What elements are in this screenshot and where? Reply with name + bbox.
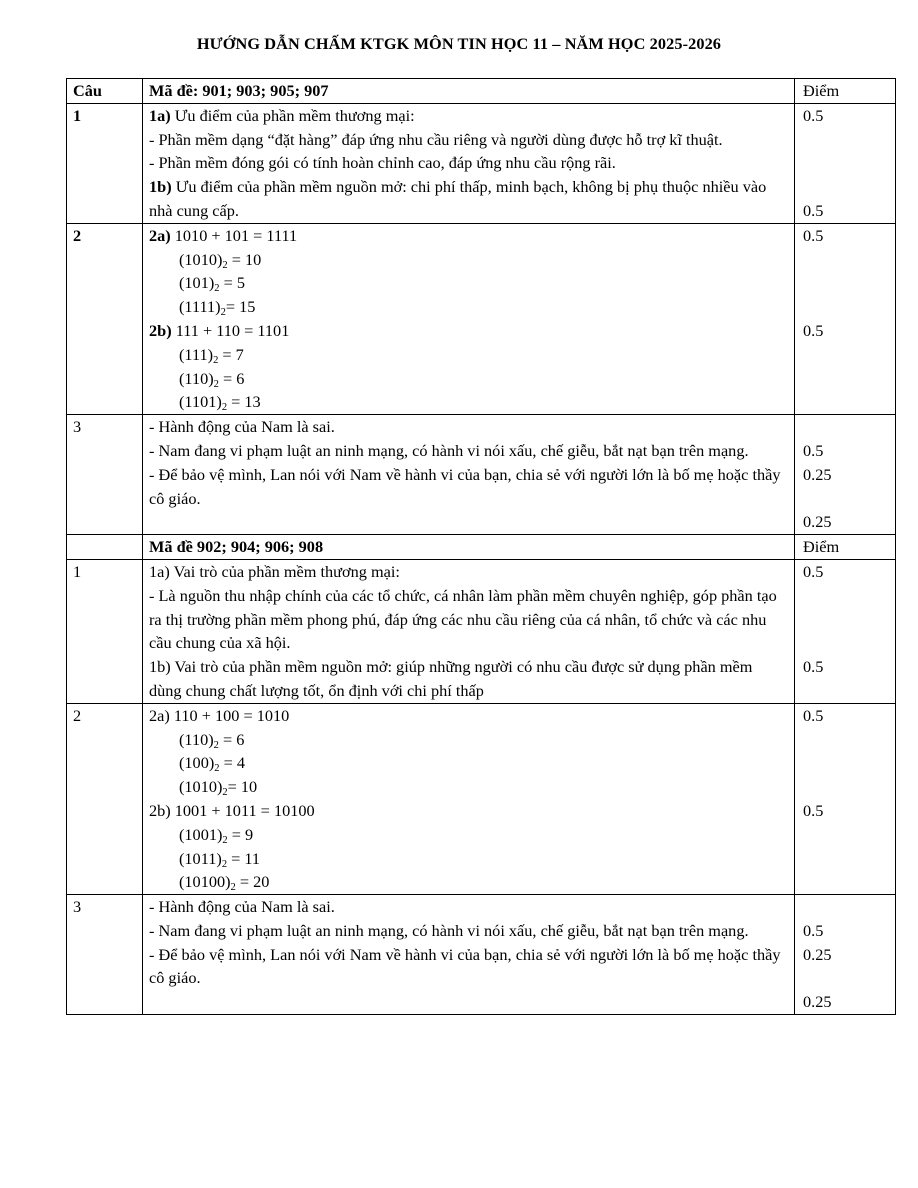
answer-text: 111 + 110 = 1101 <box>171 320 290 340</box>
answer-cell <box>143 895 795 1015</box>
score-value: 0.25 <box>803 512 832 532</box>
score-value: 0.5 <box>803 657 824 677</box>
binary-number: (1011) <box>179 848 222 868</box>
answer-text: 1b) Vai trò của phần mềm nguồn mở: giúp những người có nhu cầu được sử dụng phần mềm dùng chung chất lượng tốt, ổn định với chi phí thấp <box>149 657 753 700</box>
score-cell <box>795 103 896 223</box>
base-subscript: 2 <box>221 858 228 870</box>
table-row <box>67 703 896 894</box>
question-number: 2 <box>67 703 143 894</box>
binary-number: (1010) <box>179 249 223 269</box>
decimal-value: = 9 <box>227 824 254 844</box>
score-value: 0.5 <box>803 440 824 460</box>
answer-cell <box>143 559 795 703</box>
answer-text: - Phần mềm đóng gói có tính hoàn chỉnh cao, đáp ứng nhu cầu rộng rãi. <box>149 153 616 173</box>
label-2b: 2b) <box>149 320 172 340</box>
answer-text: - Là nguồn thu nhập chính của các tổ chức, cá nhân làm phần mềm chuyên nghiệp, góp phần tạo ra thị trường phần mềm phong phú, đáp ứng các nhu cầu riêng của cá nhân, tổ chức và các nhu cầu chung của xã hội. <box>149 585 777 653</box>
score-value: 0.5 <box>803 561 824 581</box>
answer-text: - Hành động của Nam là sai. <box>149 417 335 437</box>
score-cell <box>795 415 896 535</box>
table-row <box>67 895 896 1015</box>
binary-number: (1010) <box>179 777 223 797</box>
header-diem: Điểm <box>795 79 896 104</box>
decimal-value: = 11 <box>227 848 261 868</box>
binary-number: (111) <box>179 344 214 364</box>
answer-text: - Nam đang vi phạm luật an ninh mạng, có hành vi nói xấu, chế giễu, bắt nạt bạn trên mạng. <box>149 920 749 940</box>
answer-text: 2b) 1001 + 1011 = 10100 <box>149 800 315 820</box>
decimal-value: = 7 <box>218 344 244 364</box>
decimal-value: = 5 <box>219 273 245 293</box>
score-value: 0.25 <box>803 944 832 964</box>
decimal-value: = 4 <box>219 753 245 773</box>
question-number: 1 <box>67 559 143 703</box>
binary-number: (1101) <box>179 392 222 412</box>
base-subscript: 2 <box>222 259 228 271</box>
base-subscript: 2 <box>214 283 220 295</box>
question-number: 1 <box>67 103 143 223</box>
question-number: 3 <box>67 895 143 1015</box>
table-row <box>67 559 896 703</box>
base-subscript: 2 <box>222 787 228 799</box>
score-cell <box>795 895 896 1015</box>
binary-number: (100) <box>179 753 215 773</box>
base-subscript: 2 <box>213 378 219 390</box>
score-value: 0.5 <box>803 105 824 125</box>
answer-text: - Để bảo vệ mình, Lan nói với Nam về hành vi của bạn, chia sẻ với người lớn là bố mẹ hoặc thầy cô giáo. <box>149 464 781 508</box>
answer-text: - Để bảo vệ mình, Lan nói với Nam về hành vi của bạn, chia sẻ với người lớn là bố mẹ hoặc thầy cô giáo. <box>149 944 781 988</box>
decimal-value: = 10 <box>227 249 262 269</box>
binary-number: (10100) <box>179 872 231 892</box>
table-header-row <box>67 535 896 560</box>
answer-cell <box>143 415 795 535</box>
label-1b: 1b) <box>149 177 172 197</box>
score-value: 0.5 <box>803 800 824 820</box>
table-row <box>67 415 896 535</box>
answer-cell <box>143 223 795 414</box>
score-cell <box>795 559 896 703</box>
header-ma-de-a: Mã đề: 901; 903; 905; 907 <box>143 79 795 104</box>
binary-number: (110) <box>179 729 214 749</box>
base-subscript: 2 <box>222 834 228 846</box>
question-number: 3 <box>67 415 143 535</box>
decimal-value: = 6 <box>218 729 245 749</box>
score-value: 0.5 <box>803 200 824 220</box>
score-cell <box>795 703 896 894</box>
binary-number: (101) <box>179 273 215 293</box>
table-header-row <box>67 79 896 104</box>
score-value: 0.25 <box>803 464 832 484</box>
label-2a: 2a) <box>149 225 171 245</box>
base-subscript: 2 <box>221 402 228 414</box>
score-value: 0.5 <box>803 705 824 725</box>
score-cell <box>795 223 896 414</box>
answer-text: - Hành động của Nam là sai. <box>149 897 335 917</box>
base-subscript: 2 <box>214 763 220 775</box>
header-cau: Câu <box>67 79 143 104</box>
binary-number: (1001) <box>179 824 223 844</box>
answer-text: - Phần mềm dạng “đặt hàng” đáp ứng nhu cầu riêng và người dùng được hỗ trợ kĩ thuật. <box>149 129 723 149</box>
answer-text: 2a) 110 + 100 = 1010 <box>149 705 290 725</box>
score-value: 0.5 <box>803 225 824 245</box>
page-title: HƯỚNG DẪN CHẤM KTGK MÔN TIN HỌC 11 – NĂM HỌC 2025-2026 <box>196 34 722 53</box>
base-subscript: 2 <box>220 307 226 319</box>
score-value: 0.5 <box>803 320 824 340</box>
base-subscript: 2 <box>213 354 219 366</box>
answer-text: - Nam đang vi phạm luật an ninh mạng, có hành vi nói xấu, chế giễu, bắt nạt bạn trên mạng. <box>149 440 749 460</box>
answer-text: 1a) Vai trò của phần mềm thương mại: <box>149 561 400 581</box>
decimal-value: = 20 <box>235 872 270 892</box>
base-subscript: 2 <box>213 739 219 751</box>
score-value: 0.25 <box>803 992 832 1012</box>
header-ma-de-b: Mã đề 902; 904; 906; 908 <box>143 535 795 560</box>
table-row <box>67 103 896 223</box>
table-row <box>67 223 896 414</box>
answer-cell <box>143 703 795 894</box>
decimal-value: = 13 <box>227 392 261 412</box>
answer-cell <box>143 103 795 223</box>
grading-table <box>66 78 896 1015</box>
decimal-value: = 15 <box>225 297 256 317</box>
question-number: 2 <box>67 223 143 414</box>
answer-text: Ưu điểm của phần mềm nguồn mở: chi phí thấp, minh bạch, không bị phụ thuộc nhiều vào nhà cung cấp. <box>149 177 767 220</box>
answer-text: 1010 + 101 = 1111 <box>170 225 298 245</box>
binary-number: (110) <box>179 368 214 388</box>
header-diem: Điểm <box>795 535 896 560</box>
binary-number: (1111) <box>179 297 221 317</box>
decimal-value: = 6 <box>218 368 245 388</box>
decimal-value: = 10 <box>227 777 258 797</box>
score-value: 0.5 <box>803 920 824 940</box>
label-1a: 1a) <box>149 105 171 125</box>
answer-text: Ưu điểm của phần mềm thương mại: <box>170 105 415 125</box>
base-subscript: 2 <box>230 882 236 894</box>
